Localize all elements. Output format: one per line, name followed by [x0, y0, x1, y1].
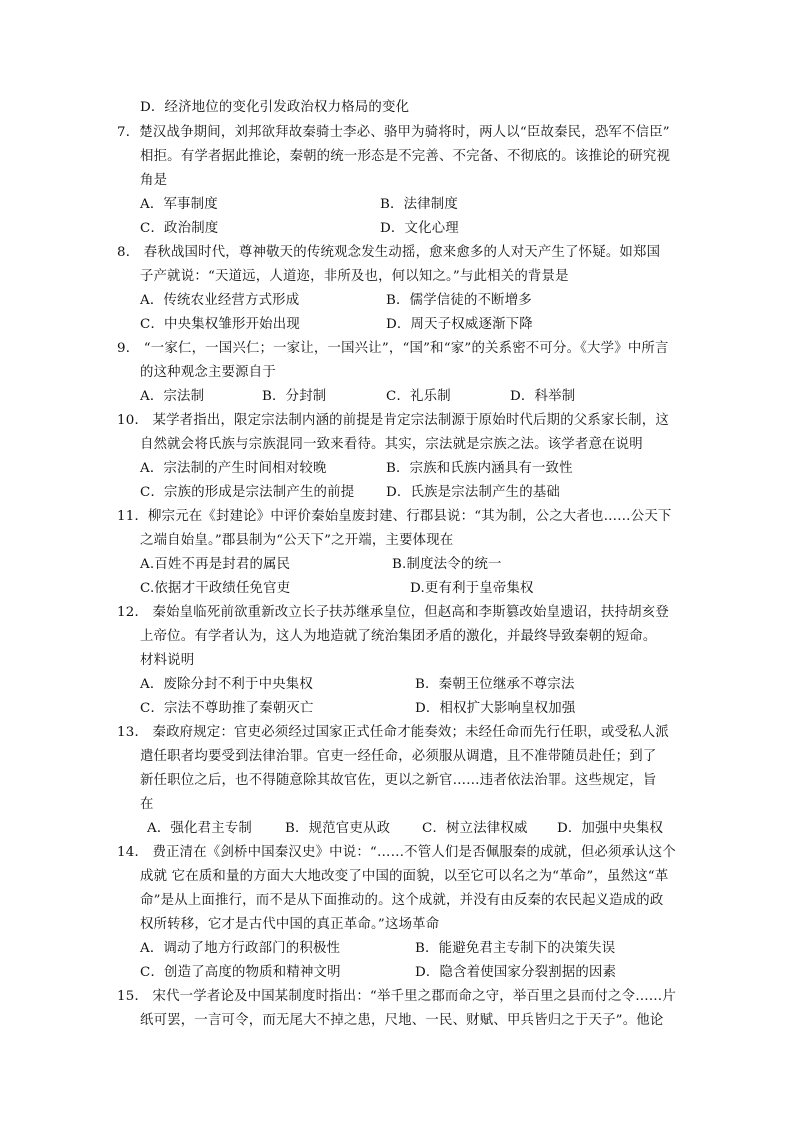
q7-option-d: D．文化心理: [380, 221, 459, 236]
q7-option-b: B．法律制度: [380, 197, 458, 212]
q13-stem-line4: 在: [140, 797, 154, 812]
q14-option-b: B．能避免君主专制下的决策失误: [415, 941, 616, 956]
q11-stem-line2: 之端自始皇。”郡县制为“公天下”之开端，主要体现在: [140, 533, 454, 548]
q9-stem-line1: 9． “一家仁，一国兴仁；一家让，一国兴让”，“国”和“家”的关系密不可分。《大学》中所言: [117, 341, 669, 356]
q12-option-a: A．废除分封不利于中央集权: [140, 677, 313, 692]
q7-stem-line2: 相拒。有学者据此推论，秦朝的统一形态是不完善、不完备、不彻底的。该推论的研究视: [140, 149, 671, 164]
q13-option-b: B．规范官吏从政: [285, 821, 391, 836]
q14-option-c: C．创造了高度的物质和精神文明: [140, 965, 341, 980]
q10-option-d: D．氏族是宗法制产生的基础: [386, 485, 561, 500]
q14-option-d: D．隐含着使国家分裂割据的因素: [415, 965, 617, 980]
q12-option-c: C．宗法不尊助推了秦朝灭亡: [140, 701, 314, 716]
q8-option-a: A．传统农业经营方式形成: [140, 293, 300, 308]
q7-stem-line3: 角是: [140, 173, 168, 188]
q12-stem-line1: 12． 秦始皇临死前欲重新改立长子扶苏继承皇位，但赵高和李斯篡改始皇遗诏，扶持胡亥登: [117, 605, 669, 620]
q13-stem-line3: 新任职位之后，也不得随意除其故官佐，更以之新官……违者依法治罪。这些规定，旨: [140, 773, 657, 788]
q13-stem-line2: 遣任职者均要受到法律治罪。官吏一经任命，必须服从调遣，且不准带随员赴任；到了: [140, 749, 657, 764]
q12-option-b: B．秦朝王位继承不尊宗法: [415, 677, 575, 692]
q15-stem-line1: 15． 宋代一学者论及中国某制度时指出：“举千里之郡而命之守，举百里之县而付之令……片: [117, 989, 676, 1004]
q10-option-a: A．宗法制的产生时间相对较晚: [140, 461, 327, 476]
q8-stem-line1: 8． 春秋战国时代，尊神敬天的传统观念发生动摇，愈来愈多的人对天产生了怀疑。如郑国: [117, 245, 661, 260]
q15-stem-line2: 纸可罢，一言可令，而无尾大不掉之患，尺地、一民、财赋、甲兵皆归之于天子”。他论: [140, 1013, 664, 1028]
q11-option-d: D.更有利于皇帝集权: [410, 581, 534, 596]
q9-option-a: A．宗法制: [140, 389, 205, 404]
q11-option-b: B.制度法令的统一: [392, 557, 502, 572]
q11-stem-line1: 11．柳宗元在《封建论》中评价秦始皇废封建、行郡县说：“其为制，公之大者也……公天下: [117, 509, 672, 524]
q12-stem-line3: 材料说明: [140, 653, 195, 668]
q8-stem-line2: 子产就说：“天道远，人道迩，非所及也，何以知之。”与此相关的背景是: [140, 269, 569, 284]
q7-option-c: C．政治制度: [140, 221, 219, 236]
q6-option-d: D．经济地位的变化引发政治权力格局的变化: [140, 100, 410, 115]
q13-option-a: A．强化君主专制: [147, 821, 253, 836]
q8-option-d: D．周天子权威逐渐下降: [386, 317, 533, 332]
q12-stem-line2: 上帝位。有学者认为，这人为地造就了统治集团矛盾的激化，并最终导致秦朝的短命。: [140, 629, 657, 644]
q10-option-c: C．宗族的形成是宗法制产生的前提: [140, 485, 355, 500]
q8-option-b: B．儒学信徒的不断增多: [386, 293, 532, 308]
q9-stem-line2: 的这种观念主要源自于: [140, 365, 276, 380]
q14-stem-line3: 命”是从上面推行，而不是从下面推动的。这个成就，并没有由反秦的农民起义造成的政: [140, 893, 664, 908]
q10-option-b: B．宗族和氏族内涵具有一致性: [386, 461, 573, 476]
q13-option-c: C．树立法律权威: [422, 821, 528, 836]
q14-stem-line1: 14． 费正清在《剑桥中国秦汉史》中说：“……不管人们是否佩服秦的成就，但必须承认这个: [117, 845, 676, 860]
q10-stem-line2: 自然就会将氏族与宗族混同一致来看待。其实，宗法就是宗族之法。该学者意在说明: [140, 437, 643, 452]
q14-stem-line4: 权所转移，它才是古代中国的真正革命。”这场革命: [140, 917, 440, 932]
q9-option-d: D．科举制: [510, 389, 576, 404]
q7-stem-line1: 7．楚汉战争期间，刘邦欲拜故秦骑士李必、骆甲为骑将时，两人以“臣故秦民，恐军不信臣”: [117, 125, 670, 140]
q14-stem-line2: 成就 它在质和量的方面大大地改变了中国的面貌，以至它可以名之为“革命”，虽然这“革: [140, 869, 669, 884]
q11-option-a: A.百姓不再是封君的属民: [140, 557, 291, 572]
q11-option-c: C.依据才干政绩任免官吏: [140, 581, 291, 596]
q13-stem-line1: 13． 秦政府规定：官吏必须经过国家正式任命才能奏效；未经任命而先行任职，或受私人派: [117, 725, 669, 740]
q7-option-a: A．军事制度: [140, 197, 218, 212]
q9-option-c: C．礼乐制: [386, 389, 451, 404]
q8-option-c: C．中央集权雏形开始出现: [140, 317, 300, 332]
q9-option-b: B．分封制: [262, 389, 327, 404]
q13-option-d: D．加强中央集权: [557, 821, 664, 836]
q14-option-a: A．调动了地方行政部门的积极性: [140, 941, 341, 956]
q12-option-d: D．相权扩大影响皇权加强: [415, 701, 576, 716]
q10-stem-line1: 10． 某学者指出，限定宗法制内涵的前提是肯定宗法制源于原始时代后期的父系家长制，这: [117, 413, 669, 428]
